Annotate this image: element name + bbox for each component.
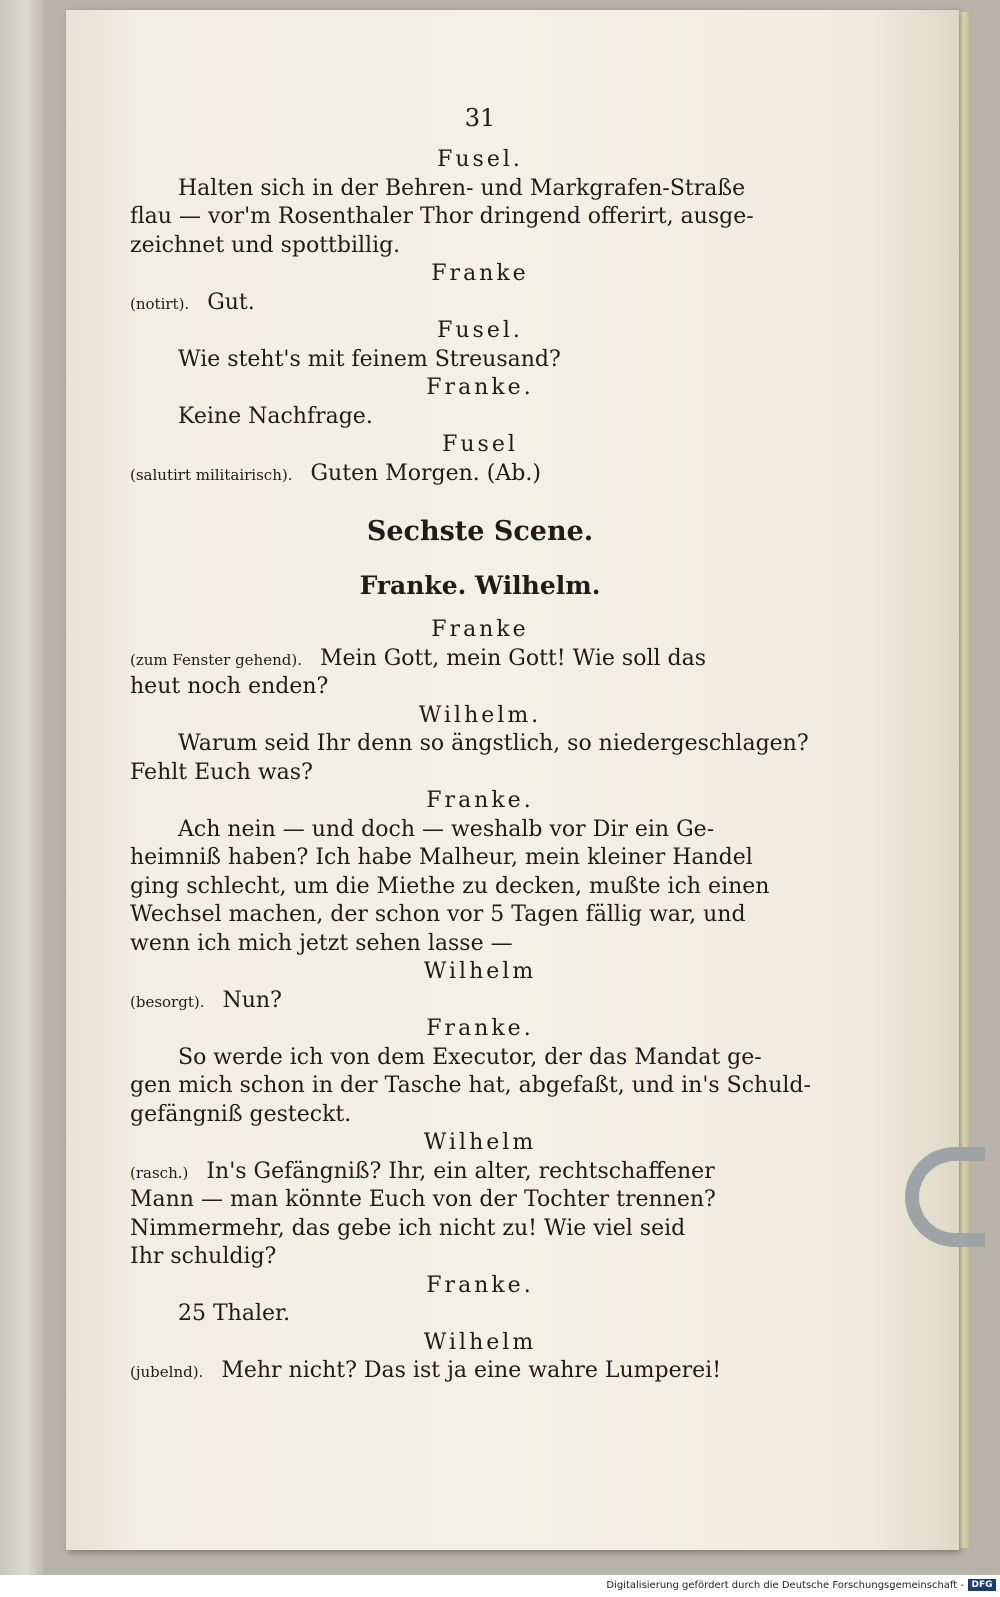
speaker-name: Franke. [426,1272,534,1298]
speaker-name: Wilhelm. [418,702,542,728]
text-line [130,403,830,432]
dialogue-before-scene [130,146,830,488]
stage-direction: (rasch.) [130,1163,189,1182]
line-text: flau — vor'm Rosenthaler Thor dringend offerirt, ausge- [130,204,754,229]
text-line [130,232,830,261]
speaker-name: Franke. [426,1016,534,1041]
line-text: Wie steht's mit feinem Streusand? [178,346,561,372]
text-line [130,901,830,930]
speaker-name: Fusel [442,432,518,457]
text-line [130,460,830,489]
dfg-logo: DFG [968,1579,996,1591]
text-line [130,673,830,702]
text-line [130,1300,830,1329]
line-text: Ihr schuldig? [130,1244,277,1269]
text-line [130,930,830,959]
line-text: Gut. [207,289,255,315]
text-line [130,1072,830,1101]
line-text: Guten Morgen. (Ab.) [310,460,541,486]
text-line [130,873,830,902]
text-line [130,1158,830,1187]
stage-direction: (jubelnd). [130,1363,204,1381]
text-line [130,1044,830,1073]
text-line [130,1357,830,1386]
text-line [130,1215,830,1244]
line-text: wenn ich mich jetzt sehen lasse — [130,930,513,956]
speaker-name: Franke. [426,788,534,813]
text-line [130,1186,830,1215]
scene-title: Sechste Scene. [366,516,594,547]
stage-direction: (notirt). [130,294,190,313]
line-text: Mein Gott, mein Gott! Wie soll das [319,645,706,671]
text-line [130,1101,830,1130]
text-line [130,987,830,1016]
scene-cast: Franke. Wilhelm. [359,571,601,600]
speaker-name: Wilhelm [423,1329,537,1355]
line-text: So werde ich von dem Executor, der das Mandat ge- [178,1044,762,1070]
line-text: Keine Nachfrage. [178,403,373,429]
text-line [130,175,830,204]
line-text: Mehr nicht? Das ist ja eine wahre Lumperei! [221,1358,722,1383]
line-text: Mann — man könnte Euch von der Tochter trennen? [130,1187,716,1212]
page-text [130,90,830,1386]
line-text: Nun? [222,987,282,1013]
page-number: 31 [464,104,496,132]
text-line [130,844,830,873]
text-line [130,289,830,318]
footer [0,1575,1000,1597]
line-text: zeichnet und spottbillig. [130,232,401,258]
line-text: 25 Thaler. [178,1301,291,1326]
line-text: gen mich schon in der Tasche hat, abgefaßt, und in's Schuld- [130,1073,811,1098]
speaker-name: Fusel. [437,147,523,172]
line-text: heimniß haben? Ich habe Malheur, mein kleiner Handel [130,845,753,870]
speaker-name: Franke [431,261,529,286]
text-line [130,645,830,674]
speaker-name: Wilhelm [423,959,537,984]
line-text: ging schlecht, um die Miethe zu decken, mußte ich einen [130,873,770,899]
stage-direction: (besorgt). [130,992,205,1011]
text-line [130,1243,830,1272]
speaker-name: Wilhelm [423,1130,537,1155]
line-text: heut noch enden? [130,674,329,699]
speaker-name: Franke [431,617,529,642]
footer-text: Digitalisierung gefördert durch die Deutsche Forschungsgemeinschaft - [606,1580,964,1591]
line-text: Wechsel machen, der schon vor 5 Tagen fällig war, und [130,902,746,927]
dialogue-after-scene [130,616,830,1386]
text-line [130,203,830,232]
line-text: gefängniß gesteckt. [130,1101,352,1127]
line-text: In's Gefängniß? Ihr, ein alter, rechtschaffener [206,1158,715,1184]
stage-direction: (zum Fenster gehend). [130,650,302,669]
line-text: Warum seid Ihr denn so ängstlich, so niedergeschlagen? [178,731,809,756]
text-line [130,816,830,845]
text-line [130,346,830,375]
text-line [130,759,830,788]
speaker-name: Fusel. [437,318,523,343]
line-text: Ach nein — und doch — weshalb vor Dir ein Ge- [178,816,715,842]
line-text: Fehlt Euch was? [130,759,313,785]
stage-direction: (salutirt militairisch). [130,465,293,484]
line-text: Nimmermehr, das gebe ich nicht zu! Wie viel seid [130,1215,686,1241]
line-text: Halten sich in der Behren- und Markgrafen-Straße [178,175,746,201]
previous-page-edge [0,0,44,1575]
speaker-name: Franke. [426,375,534,400]
text-line [130,730,830,759]
